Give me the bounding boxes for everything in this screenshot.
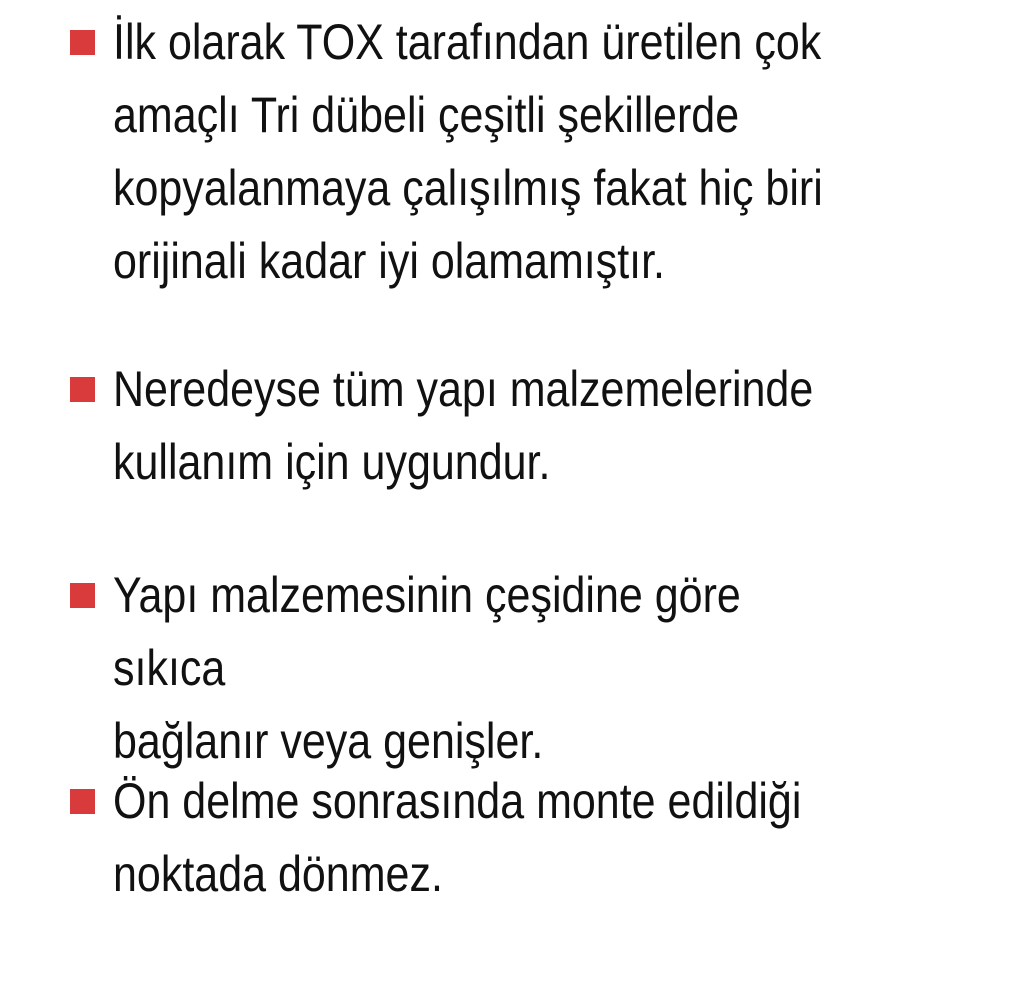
- bullet-text-2: Neredeyse tüm yapı malzemelerinde kullanım için uygundur.: [113, 361, 814, 490]
- red-square-bullet-icon: [70, 583, 95, 608]
- red-square-bullet-icon: [70, 789, 95, 814]
- red-square-bullet-icon: [70, 377, 95, 402]
- bullet-text-3: Yapı malzemesinin çeşidine göre sıkıca bağlanır veya genişler.: [113, 567, 741, 769]
- bullet-text-4: Ön delme sonrasında monte edildiği noktada dönmez.: [113, 773, 802, 902]
- bullet-text-1: İlk olarak TOX tarafından üretilen çok amaçlı Tri dübeli çeşitli şekillerde kopyalanmaya çalışılmış fakat hiç biri orijinali kadar iyi olamamıştır.: [113, 14, 823, 289]
- red-square-bullet-icon: [70, 30, 95, 55]
